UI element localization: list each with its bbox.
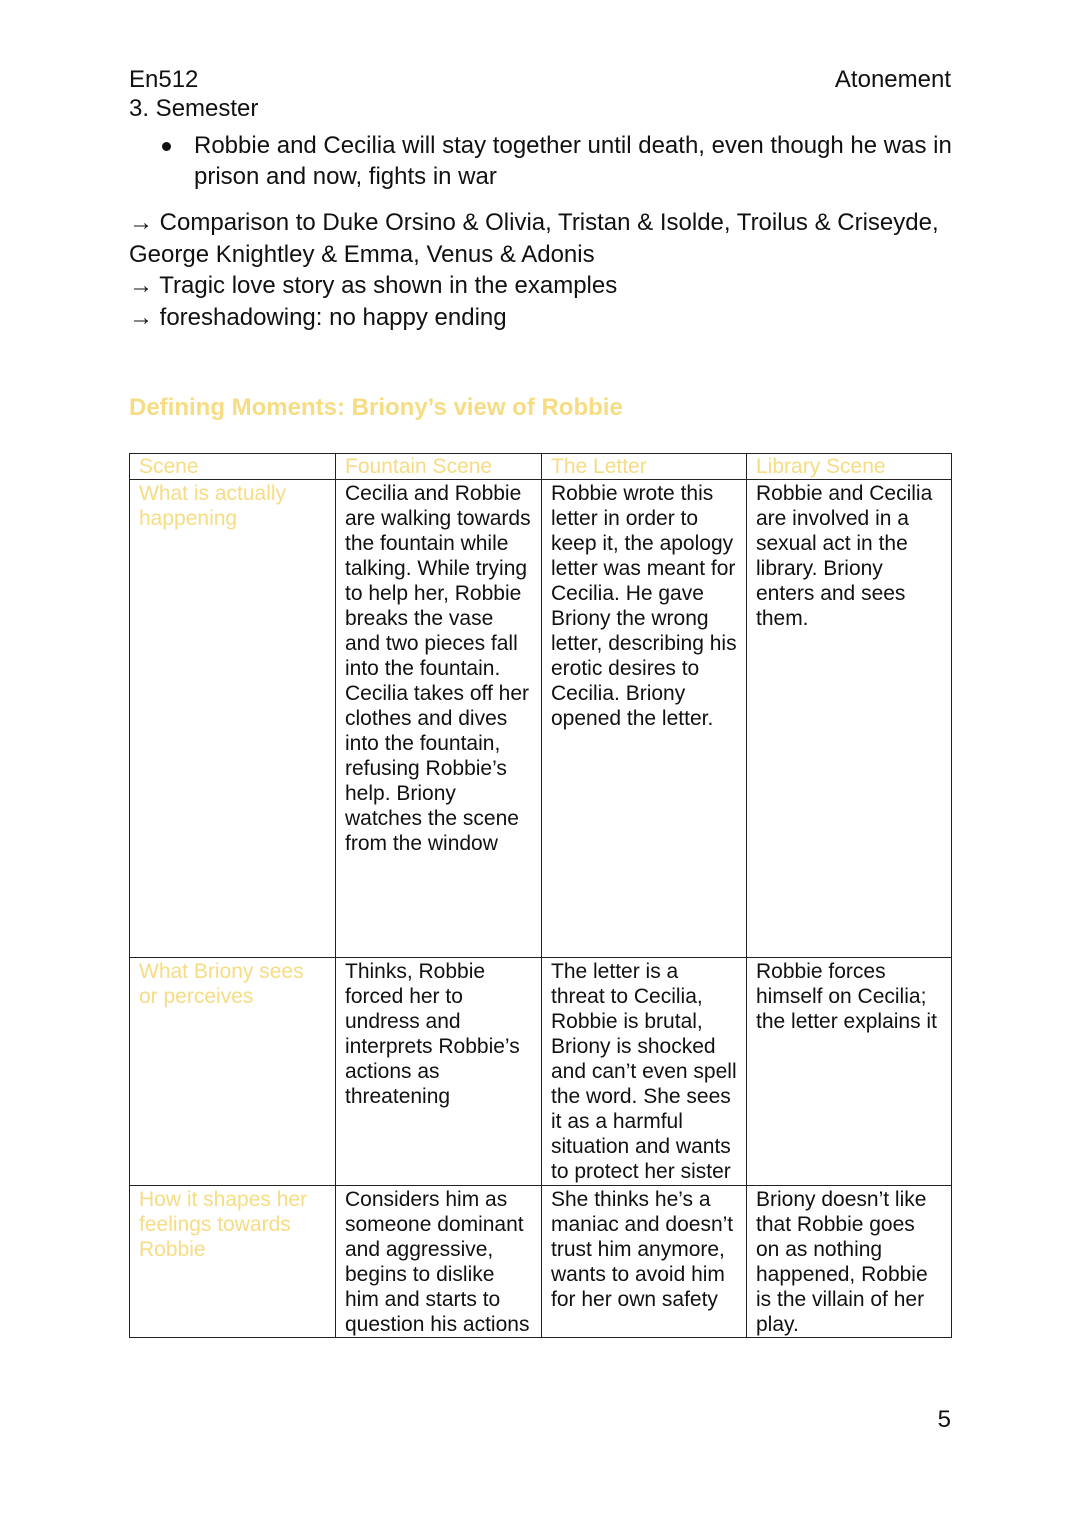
table-row [130,958,952,1186]
notes-block [129,207,949,333]
table-cell: Robbie wrote this letter in order to keep it, the apology letter was meant for Cecilia. He gave Briony the wrong letter, describing his erotic desires to Cecilia. Briony opened the letter. [542,480,747,958]
section-title: Defining Moments: Briony’s view of Robbie [129,394,623,421]
table-row [130,1186,952,1338]
header-scene: Scene [130,454,336,480]
header-library-scene: Library Scene [747,454,952,480]
bullet-text: Robbie and Cecilia will stay together until death, even though he was in prison and now, fights in war [194,132,952,190]
row-label: How it shapes her feelings towards Robbie [130,1186,336,1338]
bullet-dot-icon [162,142,171,151]
table-cell: Briony doesn’t like that Robbie goes on as nothing happened, Robbie is the villain of her play. [747,1186,952,1338]
note-tragic-love: → Tragic love story as shown in the examples [129,272,618,299]
table-cell: Thinks, Robbie forced her to undress and interprets Robbie’s actions as threatening [336,958,542,1186]
table-cell: The letter is a threat to Cecilia, Robbie is brutal, Briony is shocked and can’t even spell the word. She sees it as a harmful situation and wants to protect her sister [542,958,747,1186]
table-cell: Robbie forces himself on Cecilia; the letter explains it [747,958,952,1186]
note-comparison: → Comparison to Duke Orsino & Olivia, Tristan & Isolde, Troilus & Criseyde, George Knightley & Emma, Venus & Adonis [129,209,939,268]
table-cell: Robbie and Cecilia are involved in a sexual act in the library. Briony enters and sees them. [747,480,952,958]
row-label: What is actually happening [130,480,336,958]
bullet-item [162,130,962,192]
header-the-letter: The Letter [542,454,747,480]
header-fountain-scene: Fountain Scene [336,454,542,480]
table-cell: She thinks he’s a maniac and doesn’t trust him anymore, wants to avoid him for her own safety [542,1186,747,1338]
table-header-row [130,454,952,480]
bullet-list [162,130,962,192]
page-number: 5 [937,1406,951,1433]
table-cell: Considers him as someone dominant and aggressive, begins to dislike him and starts to question his actions [336,1186,542,1338]
row-label: What Briony sees or perceives [130,958,336,1186]
defining-moments-table [129,453,952,1338]
document-title: Atonement [834,66,951,93]
table-row [130,480,952,958]
semester-label: 3. Semester [129,95,259,122]
table-cell: Cecilia and Robbie are walking towards the fountain while talking. While trying to help her, Robbie breaks the vase and two pieces fall into the fountain. Cecilia takes off her clothes and dives into the fountain, refusing Robbie’s help. Briony watches the scene from the window [336,480,542,958]
note-foreshadowing: → foreshadowing: no happy ending [129,303,507,331]
course-code: En512 [129,66,199,93]
